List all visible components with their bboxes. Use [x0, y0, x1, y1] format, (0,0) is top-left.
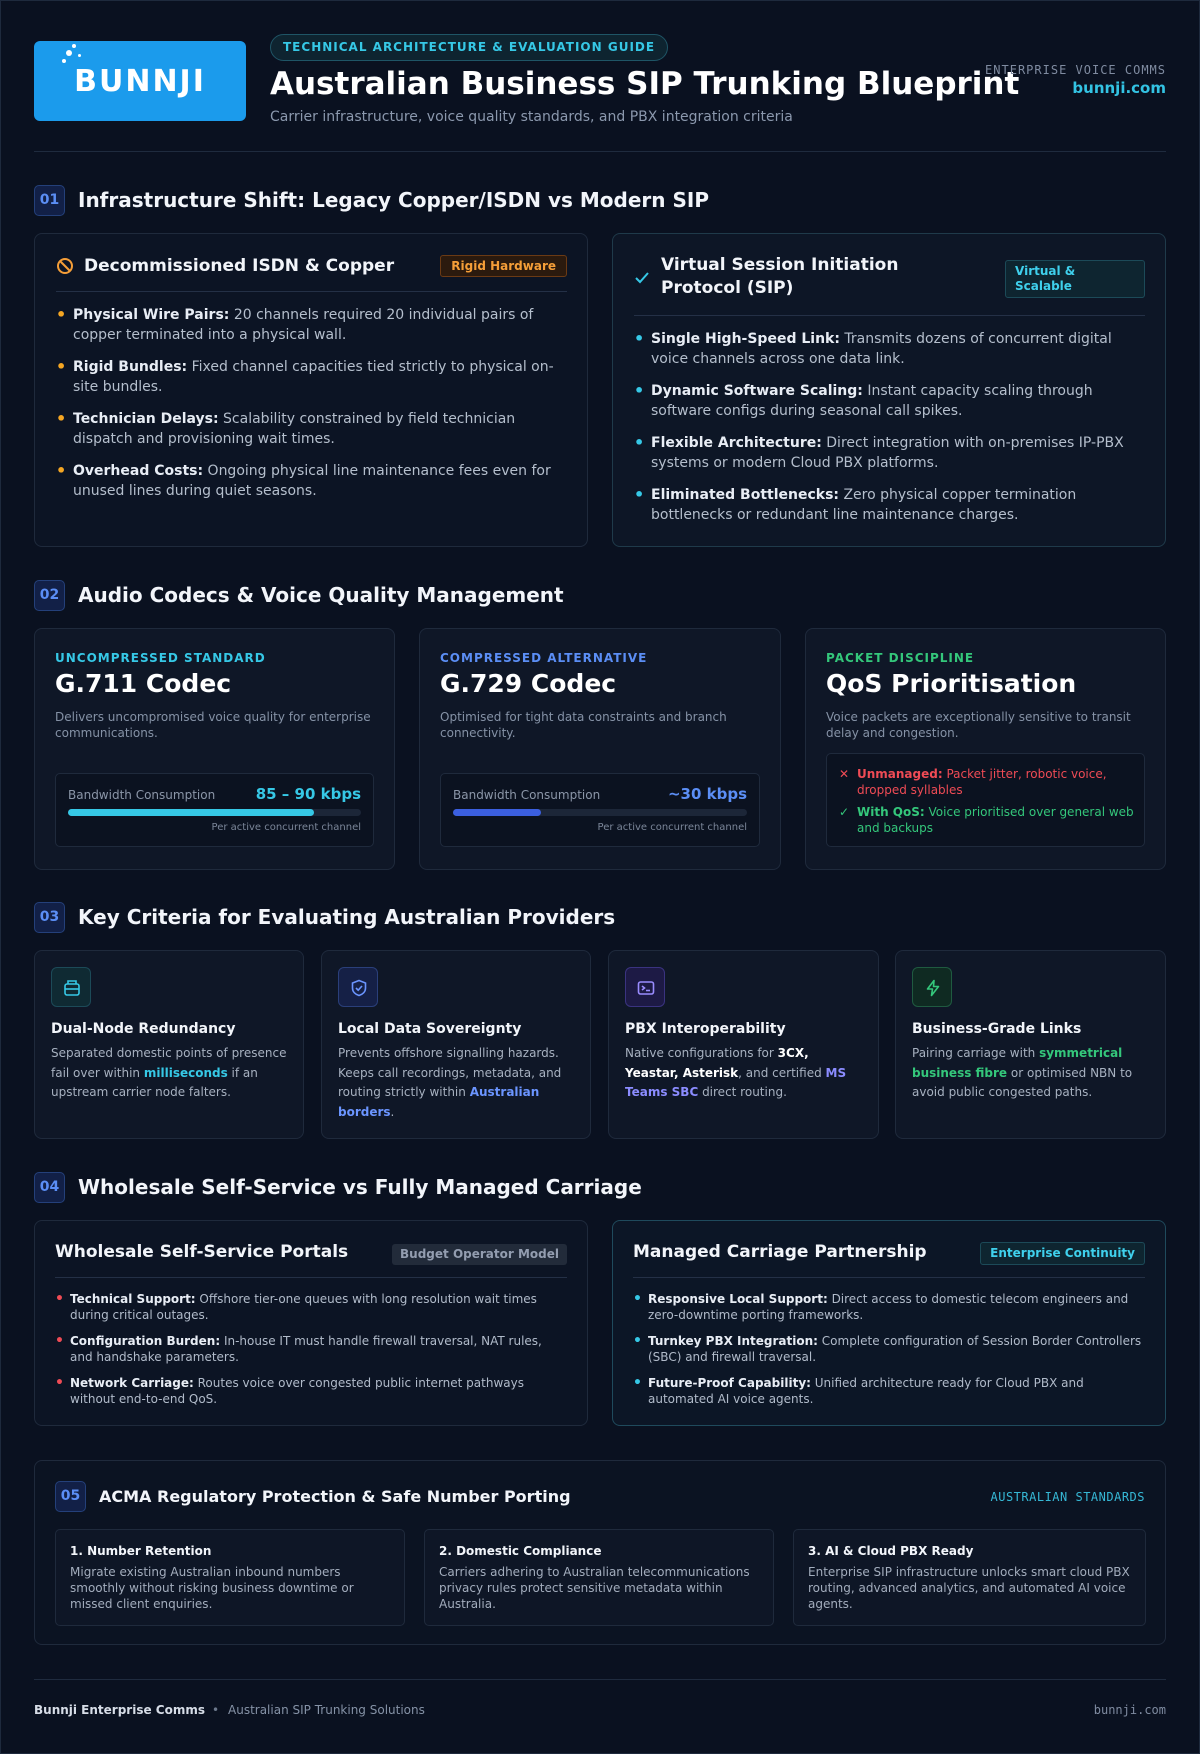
guide-kicker-badge: TECHNICAL ARCHITECTURE & EVALUATION GUIDE	[270, 34, 668, 61]
footer-divider	[34, 1679, 1166, 1680]
section-title: Wholesale Self-Service vs Fully Managed Carriage	[78, 1175, 642, 1199]
g729-bandwidth-box	[440, 773, 760, 847]
criteria-title: PBX Interoperability	[625, 1021, 786, 1037]
footer-description: Australian SIP Trunking Solutions	[228, 1703, 425, 1717]
footer-separator: •	[212, 1703, 220, 1717]
wholesale-title: Wholesale Self-Service Portals	[55, 1242, 349, 1262]
criteria-description: Prevents offshore signalling hazards. Keeps call recordings, metadata, and routing strictly within Australian borders.	[338, 1046, 562, 1119]
footer-url-link[interactable]: bunnji.com	[1093, 1703, 1166, 1717]
section-number: 03	[34, 902, 65, 933]
shield-check-icon	[338, 967, 378, 1007]
legacy-bullet-list	[56, 305, 567, 513]
list-item: • Turnkey PBX Integration: Complete configuration of Session Border Controllers (SBC) and firewall traversal.	[633, 1333, 1145, 1365]
list-item: • Technical Support: Offshore tier-one queues with long resolution wait times during critical outages.	[55, 1291, 567, 1323]
check-icon	[634, 270, 650, 286]
managed-card	[612, 1220, 1166, 1426]
porting-step-card	[55, 1529, 405, 1626]
step-description: Carriers adhering to Australian telecommunications privacy rules protect sensitive metadata within Australia.	[439, 1565, 750, 1611]
qos-title: QoS Prioritisation	[826, 669, 1077, 698]
g711-title: G.711 Codec	[55, 669, 232, 698]
lightning-bolt-icon	[912, 967, 952, 1007]
list-item: • Future-Proof Capability: Unified architecture ready for Cloud PBX and automated AI voice agents.	[633, 1375, 1145, 1407]
g711-eyebrow: UNCOMPRESSED STANDARD	[55, 651, 266, 665]
step-description: Enterprise SIP infrastructure unlocks smart cloud PBX routing, advanced analytics, and automated AI voice agents.	[808, 1565, 1130, 1611]
criteria-description: Separated domestic points of presence fail over within milliseconds if an upstream carrier node falters.	[51, 1046, 287, 1099]
list-item: • Single High-Speed Link: Transmits dozens of concurrent digital voice channels across one data link.	[634, 329, 1145, 369]
section-title: Audio Codecs & Voice Quality Management	[78, 583, 564, 607]
wholesale-bullet-list	[55, 1291, 567, 1417]
criteria-card-links	[895, 950, 1166, 1139]
bandwidth-note: Per active concurrent channel	[597, 822, 747, 833]
check-icon: ✓	[839, 805, 850, 819]
list-item: • Technician Delays: Scalability constrained by field technician dispatch and provisioning wait times.	[56, 409, 567, 449]
section-title: ACMA Regulatory Protection & Safe Number Porting	[99, 1487, 571, 1506]
step-title: 3. AI & Cloud PBX Ready	[808, 1544, 974, 1558]
qos-managed-row: ✓ With QoS: Voice prioritised over general web and backups	[839, 805, 1134, 835]
qos-card	[805, 628, 1166, 870]
acma-panel	[34, 1460, 1166, 1645]
managed-title: Managed Carriage Partnership	[633, 1242, 927, 1262]
g729-description: Optimised for tight data constraints and branch connectivity.	[440, 710, 727, 740]
card-divider	[634, 315, 1145, 316]
criteria-description: Native configurations for 3CX, Yeastar, Asterisk, and certified MS Teams SBC direct routing.	[625, 1046, 847, 1099]
bandwidth-track	[68, 809, 361, 816]
list-item: • Flexible Architecture: Direct integration with on-premises IP-PBX systems or modern Cloud PBX platforms.	[634, 433, 1145, 473]
legacy-isdn-card	[34, 233, 588, 547]
list-item: • Rigid Bundles: Fixed channel capacities tied strictly to physical on-site bundles.	[56, 357, 567, 397]
list-item: • Configuration Burden: In-house IT must handle firewall traversal, NAT rules, and handshake parameters.	[55, 1333, 567, 1365]
g729-bandwidth-fill	[453, 809, 541, 816]
logo-text: BUNNJI	[74, 63, 206, 99]
list-item: • Dynamic Software Scaling: Instant capacity scaling through software configs during seasonal call spikes.	[634, 381, 1145, 421]
list-item: • Physical Wire Pairs: 20 channels required 20 individual pairs of copper terminated into a physical wall.	[56, 305, 567, 345]
cross-icon: ✕	[839, 767, 850, 781]
qos-unmanaged-row: ✕ Unmanaged: Packet jitter, robotic voice, dropped syllables	[839, 767, 1107, 797]
section-number: 05	[55, 1481, 86, 1512]
section-number: 04	[34, 1172, 65, 1203]
page-title: Australian Business SIP Trunking Blueprint	[270, 66, 1020, 102]
criteria-title: Local Data Sovereignty	[338, 1021, 522, 1037]
qos-eyebrow: PACKET DISCIPLINE	[826, 651, 975, 665]
enterprise-continuity-tag: Enterprise Continuity	[980, 1242, 1145, 1265]
page-subtitle: Carrier infrastructure, voice quality standards, and PBX integration criteria	[270, 109, 793, 125]
list-item: • Network Carriage: Routes voice over congested public internet pathways without end-to-end QoS.	[55, 1375, 567, 1407]
list-item: • Overhead Costs: Ongoing physical line maintenance fees even for unused lines during quiet seasons.	[56, 461, 567, 501]
no-entry-icon	[56, 257, 74, 275]
g729-bandwidth-value: ~30 kbps	[667, 785, 747, 803]
criteria-title: Business-Grade Links	[912, 1021, 1082, 1037]
criteria-description: Pairing carriage with symmetrical business fibre or optimised NBN to avoid public congested paths.	[912, 1046, 1133, 1099]
bandwidth-track	[453, 809, 747, 816]
legacy-title: Decommissioned ISDN & Copper	[84, 256, 395, 276]
card-divider	[633, 1277, 1145, 1278]
list-item: • Responsive Local Support: Direct access to domestic telecom engineers and zero-downtime porting frameworks.	[633, 1291, 1145, 1323]
porting-step-card	[424, 1529, 774, 1626]
managed-bullet-list	[633, 1291, 1145, 1417]
terminal-icon	[625, 967, 665, 1007]
criteria-card-sovereignty	[321, 950, 591, 1139]
g711-bandwidth-value: 85 – 90 kbps	[255, 785, 361, 803]
virtual-scalable-tag: Virtual & Scalable	[1005, 260, 1145, 298]
g711-bandwidth-fill	[68, 809, 314, 816]
qos-comparison-box	[826, 753, 1145, 847]
section-title: Key Criteria for Evaluating Australian Providers	[78, 905, 616, 929]
step-title: 2. Domestic Compliance	[439, 1544, 602, 1558]
footer-brand: Bunnji Enterprise Comms	[34, 1703, 205, 1717]
section-number: 02	[34, 580, 65, 611]
bunnji-logo[interactable]	[34, 41, 246, 121]
list-item: • Eliminated Bottlenecks: Zero physical copper termination bottlenecks or redundant line maintenance charges.	[634, 485, 1145, 525]
qos-description: Voice packets are exceptionally sensitive to transit delay and congestion.	[826, 710, 1131, 740]
bandwidth-note: Per active concurrent channel	[211, 822, 361, 833]
step-title: 1. Number Retention	[70, 1544, 212, 1558]
bandwidth-label: Bandwidth Consumption	[68, 788, 216, 802]
porting-step-card	[793, 1529, 1146, 1626]
criteria-card-redundancy	[34, 950, 304, 1139]
section-title: Infrastructure Shift: Legacy Copper/ISDN vs Modern SIP	[78, 188, 709, 212]
criteria-title: Dual-Node Redundancy	[51, 1021, 236, 1037]
card-divider	[56, 291, 567, 292]
brand-url-link[interactable]: bunnji.com	[1072, 79, 1166, 97]
criteria-card-pbx	[608, 950, 879, 1139]
sip-bullet-list	[634, 329, 1145, 537]
australian-standards-kicker: AUSTRALIAN STANDARDS	[990, 1490, 1145, 1504]
header-divider	[34, 151, 1166, 152]
rigid-hardware-tag: Rigid Hardware	[440, 255, 567, 277]
modern-sip-card	[612, 233, 1166, 547]
g711-description: Delivers uncompromised voice quality for enterprise communications.	[55, 710, 371, 740]
brand-kicker: ENTERPRISE VOICE COMMS	[985, 63, 1166, 77]
g729-title: G.729 Codec	[440, 669, 617, 698]
g711-bandwidth-box	[55, 773, 374, 847]
step-description: Migrate existing Australian inbound numbers smoothly without risking business downtime or missed client enquiries.	[70, 1565, 354, 1611]
bandwidth-label: Bandwidth Consumption	[453, 788, 601, 802]
g711-codec-card	[34, 628, 395, 870]
budget-operator-tag: Budget Operator Model	[392, 1244, 567, 1265]
section-number: 01	[34, 185, 65, 216]
g729-eyebrow: COMPRESSED ALTERNATIVE	[440, 651, 648, 665]
server-stack-icon	[51, 967, 91, 1007]
wholesale-card	[34, 1220, 588, 1426]
g729-codec-card	[419, 628, 781, 870]
card-divider	[55, 1277, 567, 1278]
sip-title: Virtual Session Initiation Protocol (SIP)	[661, 255, 899, 298]
